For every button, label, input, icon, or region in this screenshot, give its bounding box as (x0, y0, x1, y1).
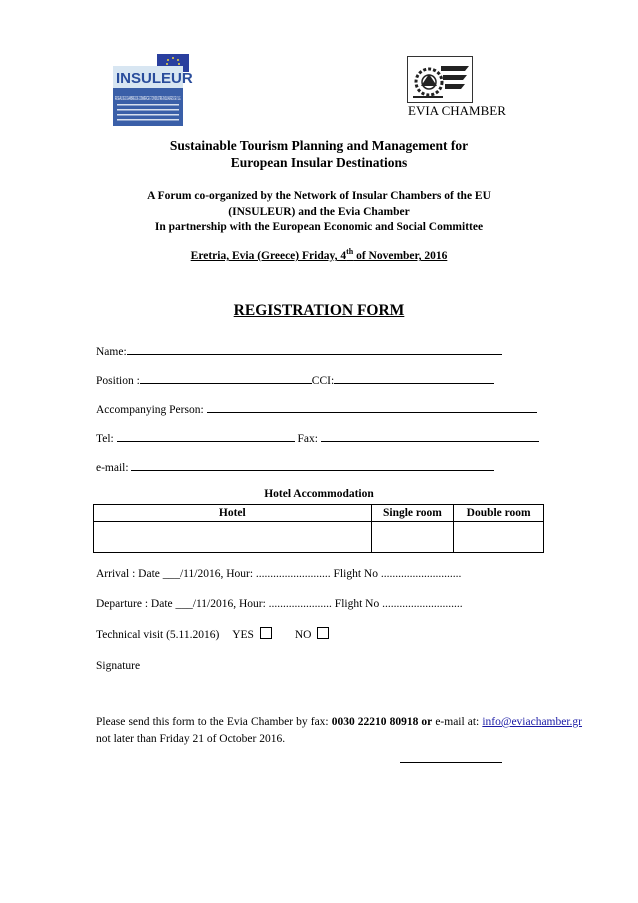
evia-chamber-logo (407, 56, 473, 110)
title-line-2: European Insular Destinations (230, 155, 408, 170)
location-text: Eretria, Evia (Greece) Friday, 4 (190, 249, 347, 262)
evia-chamber-label: EVIA CHAMBER (408, 103, 506, 118)
email-label: e-mail: (96, 462, 129, 474)
hotel-table-header (94, 505, 544, 522)
hotel-name-cell[interactable] (94, 522, 372, 553)
hotel-accommodation-title: Hotel Accommodation (264, 488, 374, 500)
insuleur-logo-text: INSULEUR (116, 70, 193, 87)
position-row (96, 373, 494, 387)
cci-label: CCI: (311, 375, 335, 387)
fax-number: 0030 22210 80918 or (331, 716, 433, 728)
name-input-line[interactable] (127, 344, 502, 355)
event-location-date (0, 247, 638, 262)
tel-input-line[interactable] (117, 431, 295, 442)
departure-row[interactable]: Departure : Date ___/11/2016, Hour: ...................... Flight No ............................ (96, 598, 463, 610)
double-room-cell[interactable] (454, 522, 544, 553)
no-checkbox[interactable] (317, 627, 329, 639)
hotel-table-row (94, 522, 544, 553)
email-link[interactable]: info@eviachamber.gr (482, 716, 583, 728)
signature-line[interactable] (400, 752, 502, 763)
double-room-column-header: Double room (454, 505, 544, 522)
name-label: Name: (96, 346, 127, 358)
technical-visit-row (96, 627, 329, 641)
no-label: NO (294, 629, 312, 641)
technical-visit-label: Technical visit (5.11.2016) (96, 629, 220, 641)
single-room-cell[interactable] (371, 522, 454, 553)
insuleur-logo (107, 52, 195, 128)
location-sup: th (346, 247, 354, 256)
signature-label: Signature (96, 660, 141, 672)
hotel-column-header: Hotel (94, 505, 372, 522)
name-row (96, 344, 502, 358)
position-input-line[interactable] (140, 373, 312, 384)
insuleur-logo-graphic (107, 52, 195, 128)
cci-input-line[interactable] (334, 373, 494, 384)
position-label: Position : (96, 375, 140, 387)
tel-label: Tel: (96, 433, 114, 445)
insuleur-logo-tagline: RESEAU DES CHAMBRES DE COMMERCE ET D'INDUSTRIE INSULAIRES DE L'U.E. (115, 96, 182, 102)
tel-fax-row (96, 431, 539, 445)
yes-label: YES (232, 629, 254, 641)
location-suffix: of November, 2016 (353, 249, 448, 262)
forum-line-1: A Forum co-organized by the Network of Insular Chambers of the EU (147, 190, 491, 202)
accompanying-input-line[interactable] (207, 402, 537, 413)
hotel-table (93, 504, 544, 553)
forum-line-3: In partnership with the European Economic and Social Committee (154, 221, 484, 233)
fax-label: Fax: (297, 433, 318, 445)
fax-input-line[interactable] (321, 431, 539, 442)
email-input-line[interactable] (131, 460, 494, 471)
notice-text-3: not later than Friday 21 of October 2016. (96, 733, 286, 745)
gear-emblem-icon (407, 56, 473, 110)
arrival-row[interactable]: Arrival : Date ___/11/2016, Hour: .......................... Flight No ............................ (96, 568, 462, 580)
forum-line-2: (INSULEUR) and the Evia Chamber (228, 206, 410, 218)
accompanying-row (96, 402, 537, 416)
notice-text-2: e-mail at: (432, 716, 483, 728)
single-room-column-header: Single room (371, 505, 454, 522)
accompanying-label: Accompanying Person: (96, 404, 204, 416)
submission-notice (96, 714, 582, 748)
title-line-1: Sustainable Tourism Planning and Management for (169, 138, 469, 153)
email-row (96, 460, 494, 474)
notice-text-1: Please send this form to the Evia Chamber by fax: (96, 716, 332, 728)
yes-checkbox[interactable] (260, 627, 272, 639)
form-title: REGISTRATION FORM (233, 302, 405, 319)
